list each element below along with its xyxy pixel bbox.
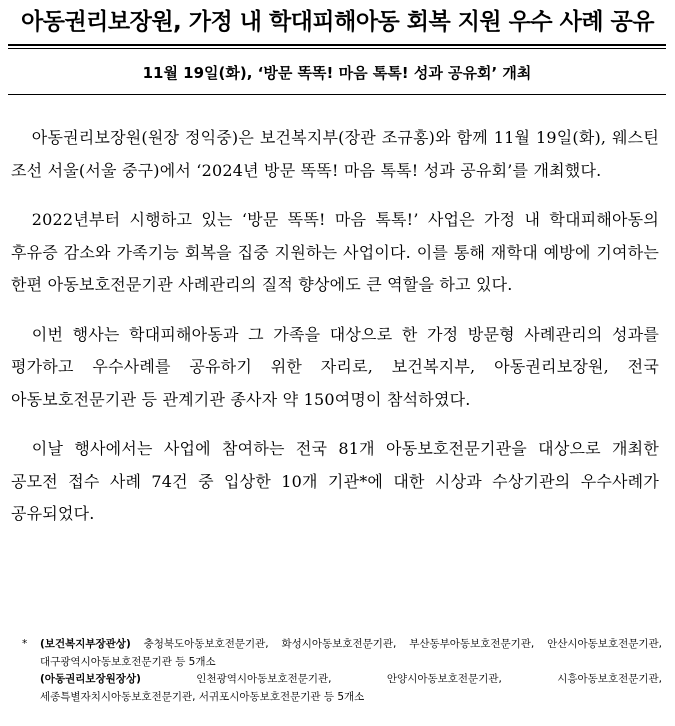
subheadline: 11월 19일(화), ‘방문 똑똑! 마음 톡톡! 성과 공유회’ 개최 — [142, 64, 532, 82]
body-paragraph-3: 이번 행사는 학대피해아동과 그 가족을 대상으로 한 가정 방문형 사례관리의 성과를 평가하고 우수사례를 공유하기 위한 자리로, 보건복지부, 아동권리보장원, 전국 아동보호전문기관 등 관계기관 종사자 약 150여명이 참석하였다. — [11, 324, 659, 409]
headline: 아동권리보장원, 가정 내 학대피해아동 회복 지원 우수 사례 공유 — [21, 9, 654, 35]
headline-rule-thin — [8, 48, 666, 49]
body-paragraph-1: 아동권리보장원(원장 정익중)은 보건복지부(장관 조규홍)와 함께 11월 19일(화), 웨스틴 조선 서울(서울 중구)에서 ‘2024년 방문 똑똑! 마음 톡톡! 성과 공유회’를 개최했다. — [11, 128, 659, 180]
article-body — [11, 122, 659, 548]
footnote-award-institute-label: (아동권리보장원장상) — [40, 673, 141, 685]
body-paragraph-4: 이날 행사에서는 사업에 참여하는 전국 81개 아동보호전문기관을 대상으로 개최한 공모전 접수 사례 74건 중 입상한 10개 기관*에 대한 시상과 수상기관의 우수사례가 공유되었다. — [11, 439, 659, 523]
footnote-award-institute-text: 인천광역시아동보호전문기관, 안양시아동보호전문기관, 시흥아동보호전문기관, 세종특별자치시아동보호전문기관, 서귀포시아동보호전문기관 등 5개소 — [40, 673, 662, 703]
footnote-award-ministry-text: 충청북도아동보호전문기관, 화성시아동보호전문기관, 부산동부아동보호전문기관, 안산시아동보호전문기관, 대구광역시아동보호전문기관 등 5개소 — [40, 638, 662, 668]
footnote-award-ministry-label: (보건복지부장관상) — [40, 638, 131, 650]
footnote-award-ministry — [22, 636, 662, 671]
footnote-marker: * — [22, 638, 28, 650]
subheadline-rule — [8, 94, 666, 95]
footnote-award-institute — [22, 671, 662, 706]
headline-rule-thick — [8, 44, 666, 46]
body-paragraph-2: 2022년부터 시행하고 있는 ‘방문 똑똑! 마음 톡톡!’ 사업은 가정 내 학대피해아동의 후유증 감소와 가족기능 회복을 집중 지원하는 사업이다. 이를 통해 재학대 예방에 기여하는 한편 아동보호전문기관 사례관리의 질적 향상에도 큰 역할을 하고 있다. — [11, 210, 659, 294]
footnote — [22, 636, 662, 706]
